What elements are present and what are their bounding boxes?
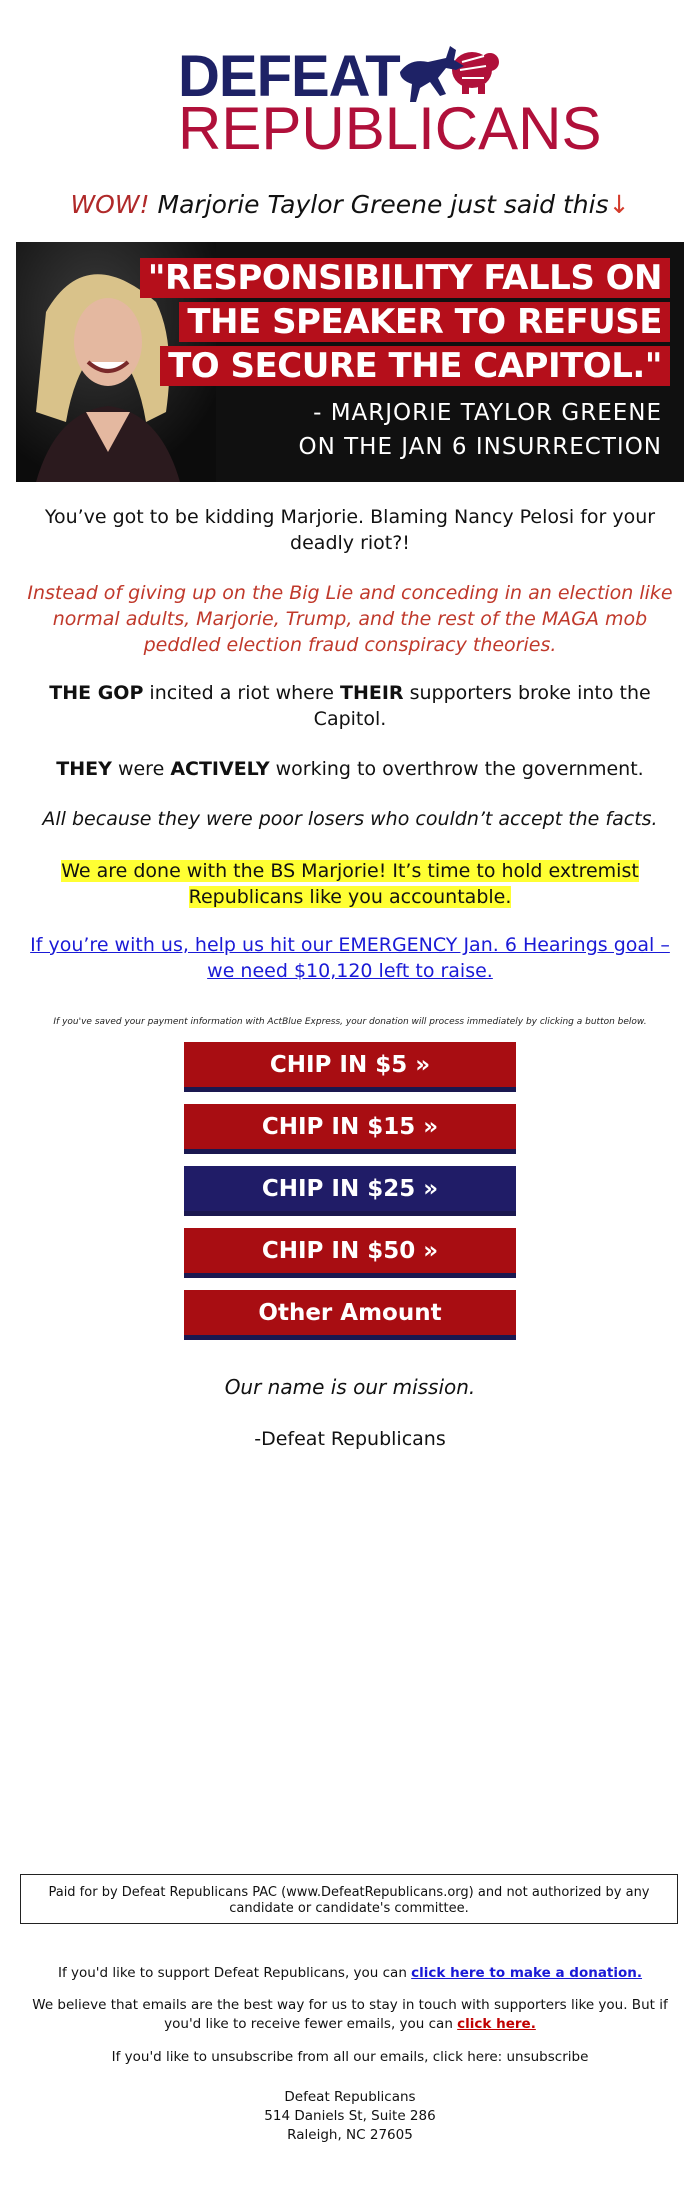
chip-in-15-button[interactable]: CHIP IN $15 » bbox=[184, 1104, 516, 1154]
logo bbox=[0, 28, 700, 162]
address-street: 514 Daniels St, Suite 286 bbox=[264, 2108, 436, 2124]
paragraph-3: THE GOP incited a riot where THEIR supporters broke into the Capitol. bbox=[49, 682, 651, 730]
headline-text: Marjorie Taylor Greene just said this bbox=[149, 190, 609, 219]
donation-link[interactable]: click here to make a donation. bbox=[411, 1965, 643, 1981]
their-emphasis: THEIR bbox=[340, 682, 404, 704]
support-line: If you'd like to support Defeat Republicans, you can click here to make a donation. bbox=[57, 1965, 643, 1981]
paragraph-1: You’ve got to be kidding Marjorie. Blaming Nancy Pelosi for your deadly riot?! bbox=[44, 506, 656, 554]
paragraph-6 bbox=[55, 858, 645, 910]
fewer-emails-line: We believe that emails are the best way for us to stay in touch with supporters like you. But if you'd like to receive fewer emails, you can click here. bbox=[32, 1997, 668, 2032]
headline bbox=[0, 190, 700, 219]
unsubscribe-link[interactable]: unsubscribe bbox=[506, 2049, 589, 2065]
headline-wow: WOW! bbox=[70, 190, 150, 219]
donation-goal-link[interactable]: If you’re with us, help us hit our EMERGENCY Jan. 6 Hearings goal – we need $10,120 left to raise. bbox=[30, 934, 670, 982]
gop-emphasis: THE GOP bbox=[49, 682, 144, 704]
other-amount-button[interactable]: Other Amount bbox=[184, 1290, 516, 1340]
quote-line-1: "RESPONSIBILITY FALLS ON bbox=[140, 258, 670, 298]
they-emphasis: THEY bbox=[56, 758, 112, 780]
donation-goal-paragraph bbox=[20, 932, 680, 984]
paragraph-2: Instead of giving up on the Big Lie and conceding in an election like normal adults, Marjorie, Trump, and the rest of the MAGA mob peddled election fraud conspiracy theories. bbox=[27, 582, 673, 656]
paragraph-4: THEY were ACTIVELY working to overthrow the government. bbox=[56, 758, 644, 780]
unsubscribe-line: If you'd like to unsubscribe from all our emails, click here: unsubscribe bbox=[111, 2049, 589, 2065]
attribution-line-1: - MARJORIE TAYLOR GREENE bbox=[313, 400, 662, 426]
logo-line-republicans: REPUBLICANS bbox=[178, 95, 602, 162]
quote-banner bbox=[16, 242, 684, 482]
chip-in-25-button[interactable]: CHIP IN $25 » bbox=[184, 1166, 516, 1216]
logo-line-defeat: DEFEAT bbox=[178, 44, 400, 109]
chip-in-5-button[interactable]: CHIP IN $5 » bbox=[184, 1042, 516, 1092]
attribution-line-2: ON THE JAN 6 INSURRECTION bbox=[298, 434, 662, 460]
paid-for-disclaimer: Paid for by Defeat Republicans PAC (www.DefeatRepublicans.org) and not authorized by any candidate or candidate's committee. bbox=[20, 1874, 678, 1924]
highlighted-callout: We are done with the BS Marjorie! It’s time to hold extremist Republicans like you accountable. bbox=[61, 860, 639, 908]
address-city: Raleigh, NC 27605 bbox=[287, 2127, 413, 2143]
chip-in-50-button[interactable]: CHIP IN $50 » bbox=[184, 1228, 516, 1278]
mission-text: Our name is our mission. bbox=[224, 1375, 476, 1399]
actblue-note: If you've saved your payment information with ActBlue Express, your donation will process immediately by clicking a button below. bbox=[53, 1017, 647, 1027]
paragraph-5: All because they were poor losers who couldn’t accept the facts. bbox=[42, 808, 658, 830]
quote-line-3: TO SECURE THE CAPITOL." bbox=[160, 346, 670, 386]
address-name: Defeat Republicans bbox=[284, 2089, 416, 2105]
actively-emphasis: ACTIVELY bbox=[170, 758, 270, 780]
quote-line-2: THE SPEAKER TO REFUSE bbox=[179, 302, 670, 342]
signature-text: -Defeat Republicans bbox=[254, 1428, 446, 1450]
fewer-emails-link[interactable]: click here. bbox=[457, 2016, 536, 2032]
donkey-elephant-icon bbox=[390, 32, 510, 107]
arrow-down-icon: ↓ bbox=[608, 190, 630, 219]
